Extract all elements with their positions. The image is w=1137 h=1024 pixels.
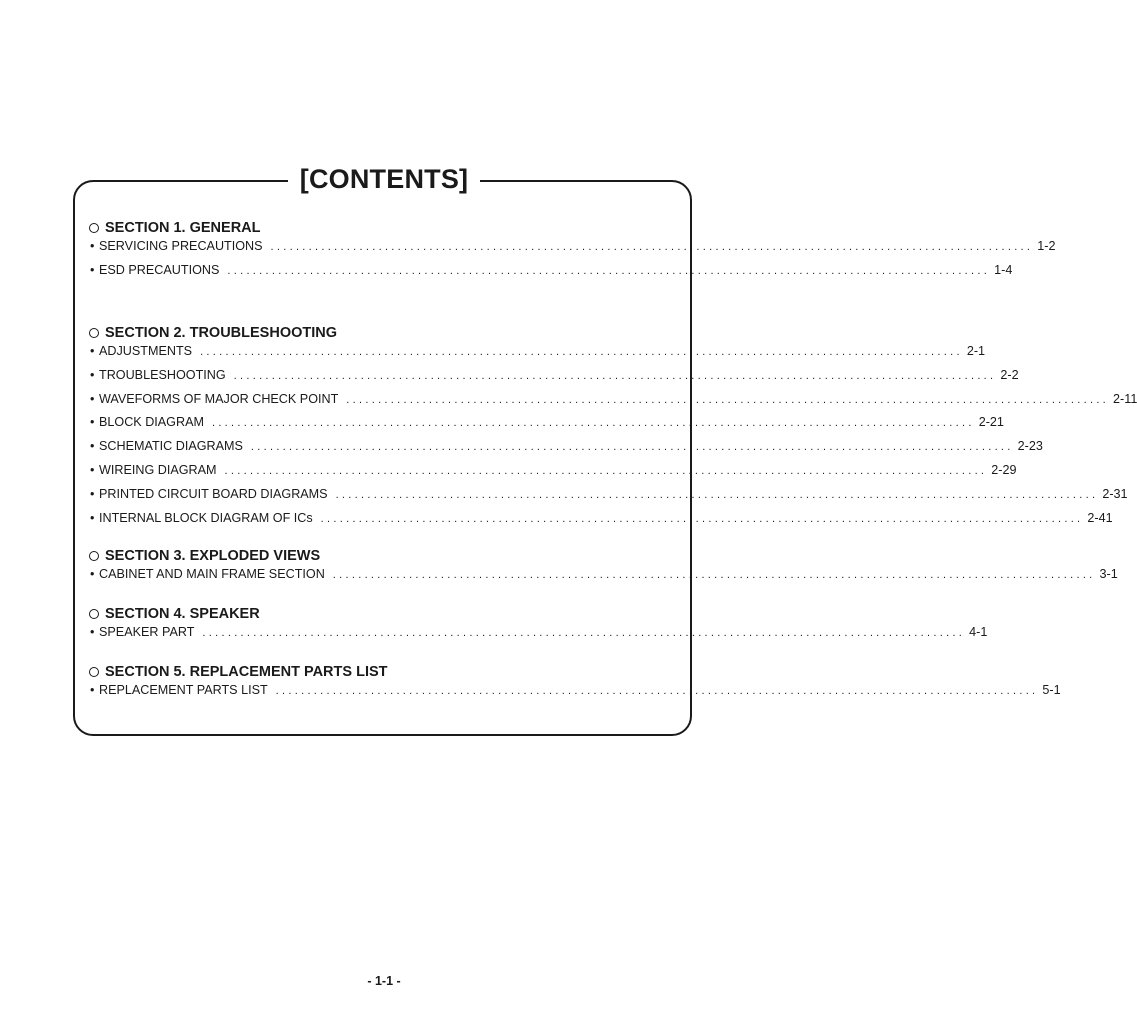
section-heading bbox=[88, 545, 669, 567]
toc-item-page: 2-2 bbox=[1000, 367, 1019, 382]
bullet-icon: • bbox=[90, 344, 95, 358]
toc-item-label: REPLACEMENT PARTS LIST bbox=[99, 683, 268, 697]
section-heading bbox=[88, 322, 669, 344]
toc-item-page: 2-21 bbox=[978, 415, 1004, 430]
toc-item-page: 4-1 bbox=[969, 625, 988, 639]
bullet-icon: • bbox=[90, 262, 95, 277]
dot-leader: ........................................................................................................................ bbox=[200, 346, 963, 358]
section-heading-label: SECTION 3. EXPLODED VIEWS bbox=[105, 548, 321, 564]
bullet-icon: • bbox=[90, 415, 95, 430]
bullet-icon: • bbox=[90, 510, 95, 525]
dot-leader: ........................................................................................................................ bbox=[227, 264, 991, 277]
section-heading-label: SECTION 4. SPEAKER bbox=[105, 606, 260, 622]
toc-item-page: 2-1 bbox=[966, 344, 986, 358]
section-heading bbox=[88, 603, 669, 625]
toc-item-label: ESD PRECAUTIONS bbox=[99, 262, 220, 277]
section-1 bbox=[88, 217, 1056, 287]
toc-item[interactable] bbox=[88, 486, 1128, 511]
section-heading-label: SECTION 2. TROUBLESHOOTING bbox=[105, 325, 338, 341]
toc-item-page: 1-2 bbox=[1037, 239, 1056, 253]
toc-item-page: 5-1 bbox=[1042, 683, 1061, 697]
dot-leader: ........................................................................................................................ bbox=[270, 241, 1034, 253]
bullet-icon: • bbox=[90, 439, 95, 454]
toc-item-label: WAVEFORMS OF MAJOR CHECK POINT bbox=[99, 391, 339, 406]
toc-item[interactable] bbox=[88, 625, 988, 649]
toc-item-label: BLOCK DIAGRAM bbox=[99, 415, 204, 430]
dot-leader: ........................................................................................................................ bbox=[224, 464, 988, 477]
section-heading-label: SECTION 5. REPLACEMENT PARTS LIST bbox=[105, 664, 388, 680]
dot-leader: ........................................................................................................................ bbox=[275, 685, 1039, 697]
toc-item-page: 2-29 bbox=[991, 462, 1017, 477]
page-title: [CONTENTS] bbox=[288, 160, 480, 198]
dot-leader: ........................................................................................................................ bbox=[335, 488, 1099, 501]
bullet-icon: • bbox=[90, 683, 95, 697]
toc-item-page: 2-23 bbox=[1017, 439, 1043, 454]
bullet-icon: • bbox=[90, 625, 95, 639]
bullet-icon: • bbox=[90, 567, 95, 581]
toc-item[interactable] bbox=[88, 683, 1061, 707]
dot-leader: ........................................................................................................................ bbox=[250, 441, 1014, 454]
toc-item[interactable] bbox=[88, 439, 1043, 463]
toc-item-label: WIREING DIAGRAM bbox=[99, 462, 217, 477]
dot-leader: ........................................................................................................................ bbox=[320, 512, 1084, 525]
circle-bullet-icon bbox=[89, 609, 99, 619]
circle-bullet-icon bbox=[89, 667, 99, 677]
bullet-icon: • bbox=[90, 391, 95, 406]
section-heading bbox=[88, 661, 669, 683]
toc-item-label: INTERNAL BLOCK DIAGRAM OF ICs bbox=[99, 510, 313, 525]
toc-item[interactable] bbox=[88, 367, 1019, 392]
toc-item-label: CABINET AND MAIN FRAME SECTION bbox=[99, 567, 325, 581]
dot-leader: ........................................................................................................................ bbox=[233, 369, 997, 382]
toc-item-label: SCHEMATIC DIAGRAMS bbox=[99, 439, 243, 454]
section-4 bbox=[88, 603, 988, 649]
toc-item-label: SERVICING PRECAUTIONS bbox=[99, 239, 263, 253]
dot-leader: ........................................................................................................................ bbox=[202, 627, 966, 639]
page-number: - 1-1 - bbox=[367, 974, 401, 988]
toc-item-label: ADJUSTMENTS bbox=[99, 344, 193, 358]
toc-item-page: 1-4 bbox=[994, 262, 1013, 277]
toc-item[interactable] bbox=[88, 415, 1004, 439]
toc-item-label: PRINTED CIRCUIT BOARD DIAGRAMS bbox=[99, 486, 328, 501]
circle-bullet-icon bbox=[89, 223, 99, 233]
toc-item[interactable] bbox=[88, 344, 986, 368]
section-heading bbox=[88, 217, 669, 239]
toc-item[interactable] bbox=[88, 262, 1013, 287]
toc-item-page: 2-11 bbox=[1113, 391, 1137, 406]
section-2 bbox=[88, 322, 1137, 534]
toc-item[interactable] bbox=[88, 391, 1137, 416]
toc-item[interactable] bbox=[88, 239, 1056, 263]
toc-item-page: 2-31 bbox=[1102, 486, 1128, 501]
section-3 bbox=[88, 545, 1118, 591]
dot-leader: ........................................................................................................................ bbox=[332, 569, 1096, 581]
toc-item[interactable] bbox=[88, 567, 1118, 591]
toc-item-label: SPEAKER PART bbox=[99, 625, 195, 639]
bullet-icon: • bbox=[90, 462, 95, 477]
circle-bullet-icon bbox=[89, 328, 99, 338]
dot-leader: ........................................................................................................................ bbox=[346, 393, 1110, 406]
toc-item[interactable] bbox=[88, 462, 1017, 487]
toc-item-page: 3-1 bbox=[1099, 567, 1118, 581]
bullet-icon: • bbox=[90, 367, 95, 382]
toc-item-page: 2-41 bbox=[1087, 510, 1113, 525]
dot-leader: ........................................................................................................................ bbox=[211, 417, 975, 430]
bullet-icon: • bbox=[90, 486, 95, 501]
bullet-icon: • bbox=[90, 239, 95, 253]
section-heading-label: SECTION 1. GENERAL bbox=[105, 220, 261, 236]
toc-item-label: TROUBLESHOOTING bbox=[99, 367, 226, 382]
section-5 bbox=[88, 661, 1061, 707]
toc-item[interactable] bbox=[88, 510, 1113, 535]
circle-bullet-icon bbox=[89, 551, 99, 561]
